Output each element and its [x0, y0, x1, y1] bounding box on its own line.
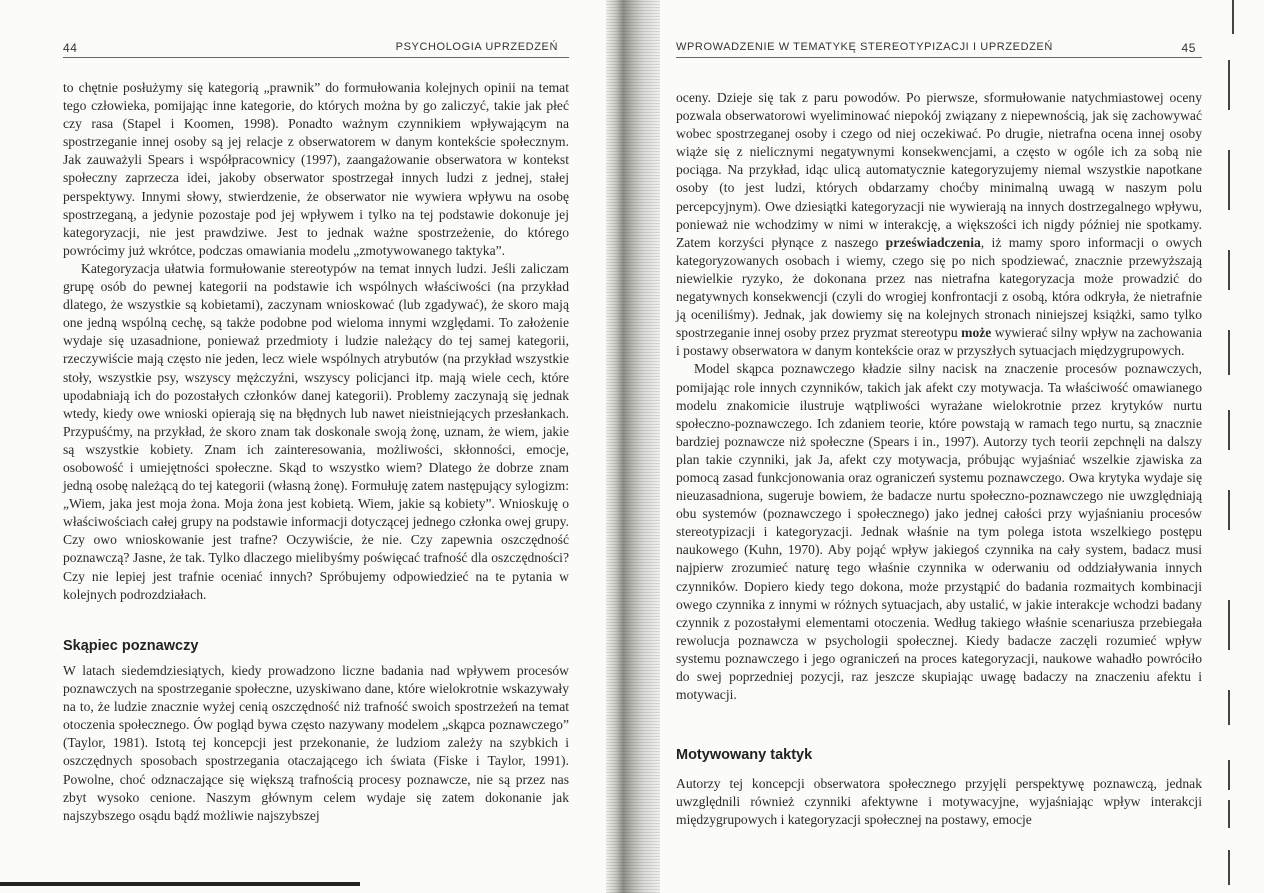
- margin-mark: [1228, 760, 1230, 790]
- header-rule: [676, 57, 1202, 58]
- body-text: [63, 79, 569, 604]
- paragraph: Autorzy tej koncepcji obserwatora społecznego przyjęli perspektywę poznawczą, jednak uwzględnili również czynniki afektywne i motywacyjne, wyjaśniając wpływ interakcji międzygrupowych i kategoryzacji społecznej na postawy, emocje: [676, 776, 1202, 828]
- margin-mark: [1228, 410, 1230, 450]
- bold-term: może: [961, 325, 992, 341]
- page-number: 44: [63, 41, 78, 55]
- bold-term: przeświadczenia: [885, 234, 981, 250]
- paragraph: Kategoryzacja ułatwia formułowanie stereotypów na temat innych ludzi. Jeśli zaliczam grupę osób do pewnej kategorii na podstawie ich wspólnych właściwości (na przykład dlatego, że wszystkie są kobietami), zaczynam wnioskować (lub zgadywać), że skoro mają one jedną wspólną cechę, są także podobne pod wieloma innymi względami. To założenie wydaje się uzasadnione, ponieważ przedmioty i ludzie należący do tej samej kategorii, rzeczywiście mają często nie jeden, lecz wiele wspólnych atrybutów (na przykład wszystkie stoły, wszystkie psy, wszyscy mężczyźni, wszyscy policjanci itp. mają wiele cech, które upodabniają ich do pozostałych członków danej kategorii). Problemy zaczynają się jednak wtedy, kiedy owe wnioski opierają się na błędnych lub nawet nieistniejących przesłankach. Przypuśćmy, na przykład, że skoro znam tak doskonale swoją żonę, uznam, że wiem, jakie są wszystkie kobiety. Znam ich zainteresowania, możliwości, skłonności, emocje, osobowość i umiejętności społeczne. Skąd to wszystko wiem? Dlatego że dobrze znam jedną osobę należącą do tej kategorii (własną żonę). Formułuję zatem następujący sylogizm: „Wiem, jaka jest moja żona. Moja żona jest kobietą. Wiem, jakie są kobiety”. Wnioskuję o właściwościach całej grupy na podstawie informacji dotyczącej jednego członka owej grupy. Czy owo wnioskowanie jest trafne? Oczywiście, że nie. Czy zapewnia oszczędność poznawczą? Jasne, że tak. Tylko dlaczego mielibyśmy poświęcać trafność dla oszczędności? Czy nie lepiej jest trafnie oceniać innych? Spróbujemy odpowiedzieć na te pytania w kolejnych podrozdziałach.: [63, 260, 569, 602]
- section-body: [63, 662, 569, 825]
- text-run: , iż mamy sporo informacji o owych kategoryzowanych osobach i wiemy, czego się po nich spodziewać, znacznie przewyższają niewielkie ryzyko, że dokonana przez nas nietrafna kategoryzacja może prowadzić do negatywnych konsekwencji (czyli do wrogiej konfrontacji z osobą, która odkryła, że nietrafnie ją oceniliśmy). Jednak, jak dowiemy się na kolejnych stronach niniejszej książki, samo tylko spostrzeganie innej osoby przez pryzmat stereotypu: [676, 234, 1202, 341]
- header-rule: [63, 57, 569, 58]
- page-number: 45: [1181, 41, 1196, 55]
- margin-mark: [1228, 490, 1230, 530]
- left-page: [0, 0, 606, 893]
- paragraph: to chętnie posłużymy się kategorią „prawnik” do formułowania kolejnych opinii na temat tego człowieka, pomijając inne kategorie, do których można by go zaliczyć, takie jak płeć czy rasa (Stapel i Koomen, 1998). Ponadto ważnym czynnikiem wpływającym na spostrzeganie innej osoby są jej relacje z obserwatorem w danym kontekście społecznym. Jak zauważyli Spears i współpracownicy (1997), zaangażowanie obserwatora w kontekst społeczny zaprzecza idei, jakoby obserwator spostrzegał innych ludzi z jednej, stałej perspektywy. Innymi słowy, stwierdzenie, że obserwator nie wywiera wpływu na osobę spostrzeganą, a jedynie pozostaje pod jej wpływem i tylko na tej podstawie dokonuje jej kategoryzacji, nie jest prawdziwe. Jest to jednak ważne spostrzeżenie, do którego powrócimy już wkrótce, podczas omawiania modelu „zmotywowanego taktyka”.: [63, 80, 569, 258]
- margin-mark: [1228, 850, 1230, 885]
- paragraph: [676, 89, 1202, 360]
- paragraph: W latach siedemdziesiątych, kiedy prowadzono liczne badania nad wpływem procesów poznawczych na spostrzeganie społeczne, uzyskiwano dane, które wielokrotnie wskazywały na to, że ludzie znacznie wyżej cenią oszczędność niż trafność swoich spostrzeżeń na temat otoczenia społecznego. Ów pogląd bywa często nazywany modelem „skąpca poznawczego” (Taylor, 1981). Istotą tej koncepcji jest przekonanie, że ludziom zależy na szybkich i oszczędnych sposobach spostrzegania otaczającego ich świata (Fiske i Taylor, 1991). Powolne, choć odznaczające się większą trafnością procesy poznawcze, nie są przez nas zbyt wysoko cenione. Naszym głównym celem wydaje się zatem dokonanie jak najszybszego osądu bądź możliwie najszybszej: [63, 663, 569, 823]
- running-head: WPROWADZENIE W TEMATYKĘ STEREOTYPIZACJI I UPRZEDZEŃ: [676, 41, 1053, 53]
- margin-mark: [1228, 800, 1230, 828]
- book-gutter: [606, 0, 660, 893]
- scan-edge: [0, 882, 360, 886]
- body-text: [676, 89, 1202, 704]
- margin-mark: [1228, 600, 1230, 650]
- text-run: wywierać silny wpływ na zachowania i postawy obserwatora w danym kontekście oraz w przyszłych sytuacjach międzygrupowych.: [676, 325, 1202, 359]
- margin-mark: [1228, 150, 1230, 210]
- section-heading: Skąpiec poznawczy: [63, 638, 199, 654]
- right-page: [660, 0, 1264, 893]
- margin-mark: [1228, 330, 1230, 375]
- margin-mark: [1232, 0, 1234, 34]
- text-run: oceny. Dzieje się tak z paru powodów. Po pierwsze, sformułowanie natychmiastowej oceny pozwala obserwatorowi wyeliminować niepokój związany z niepewnością, jak się zachowywać wobec spostrzeganej osoby i czego od niej oczekiwać. Po drugie, nietrafna ocena innej osoby wiąże się z nielicznymi negatywnymi konsekwencjami, a często w ogóle ich za sobą nie pociąga. Na przykład, idąc ulicą automatycznie kategoryzujemy niemal wszystkie napotkane osoby (to jest ludzi, których obdarzamy choćby minimalną uwagą w naszym polu percepcyjnym). Owe dziesiątki kategoryzacji nie wywierają na innych dostrzegalnego wpływu, ponieważ nie wchodzimy w nimi w interakcję, a większości ich nigdy później nie spotkamy. Zatem korzyści płynące z naszego: [676, 90, 1202, 250]
- margin-mark: [1228, 250, 1230, 290]
- paragraph: Model skąpca poznawczego kładzie silny nacisk na znaczenie procesów poznawczych, pomijając role innych czynników, takich jak afekt czy motywacja. Ta właściwość omawianego modelu znakomicie ilustruje wątpliwości wyrażane wielokrotnie przez krytyków nurtu społeczno-poznawczego. Ich zdaniem teorie, które powstają w ramach tego nurtu, są znacznie bardziej poznawcze niż społeczne (Spears i in., 1997). Autorzy tych teorii zepchnęli na dalszy plan takie czynniki, jak Ja, afekt czy motywacja, próbując wyjaśniać wszelkie zjawiska za pomocą zasad funkcjonowania oraz ograniczeń systemu poznawczego. Owa krytyka wydaje się nieuzasadniona, sugeruje bowiem, że badacze nurtu społeczno-poznawczego nie uwzględniają obu systemów (poznawczego i społecznego) jako jednej całości przy wyjaśnianiu procesów stereotypizacji i kategoryzacji. Jednak właśnie na tym polega istota wszelkiego postępu naukowego (Kuhn, 1970). Aby pojąć wpływ jakiegoś czynnika na cały system, badacz musi najpierw zrozumieć naturę tego właśnie czynnika w oderwaniu od oddziaływania innych czynników. Dopiero kiedy tego dokona, może przystąpić do badania rozmaitych kombinacji owego czynnika z innymi w różnych sytuacjach, aby ustalić, w jakie interakcje wchodzi badany czynnik z pozostałymi elementami otoczenia. Według takiego właśnie scenariusza przebiegała rewolucja poznawcza w psychologii społecznej. Kiedy badacze zaczęli rozumieć wpływ systemu poznawczego i jego ograniczeń na proces kategoryzacji, naukowe wahadło powróciło do swej poprzedniej pozycji, raz jeszcze skupiając uwagę badaczy na znaczeniu afektu i motywacji.: [676, 361, 1202, 703]
- margin-mark: [1228, 690, 1230, 725]
- running-head: PSYCHOLOGIA UPRZEDZEŃ: [395, 41, 558, 53]
- margin-mark: [1228, 60, 1230, 110]
- section-heading: Motywowany taktyk: [676, 747, 813, 763]
- section-body: [676, 775, 1202, 829]
